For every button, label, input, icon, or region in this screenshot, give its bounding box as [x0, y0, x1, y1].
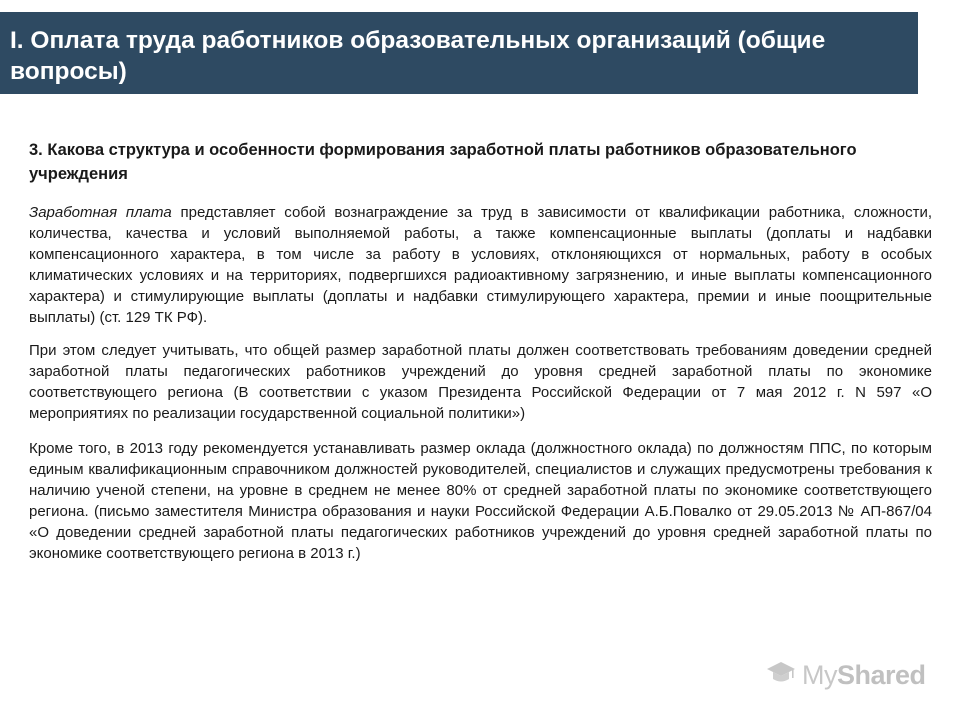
- mortarboard-icon: [766, 659, 796, 692]
- paragraph-requirements: При этом следует учитывать, что общей размер заработной платы должен соответствовать требованиям доведении средней заработной платы педагогических работников учреждений до уровня средней заработной платы по экономике соответствующего региона (В соответствии с указом Президента Российской Федерации от 7 мая 2012 г. N 597 «О мероприятиях по реализации государственной социальной политики»): [29, 342, 932, 422]
- defined-term: Заработная плата: [29, 204, 172, 221]
- slide-title-bar: [0, 12, 918, 94]
- watermark-text: MyShared: [802, 659, 926, 690]
- paragraph-definition: [29, 202, 932, 328]
- definition-text: представляет собой вознаграждение за труд в зависимости от квалификации работника, сложности, количества, качества и условий выполняемой работы, а также компенсационные выплаты (доплаты и надбавки компенсационного характера, в том числе за работу в условиях, отклоняющихся от нормальных, работу в особых климатических условиях и на территориях, подвергшихся радиоактивному загрязнению, и иные выплаты компенсационного характера) и стимулирующие выплаты (доплаты и надбавки стимулирующего характера, премии и иные поощрительные выплаты) (ст. 129 ТК РФ).: [29, 204, 932, 326]
- section-heading: 3. Какова структура и особенности формирования заработной платы работников образовательного учреждения: [29, 141, 857, 183]
- myshared-watermark: [766, 660, 926, 690]
- paragraph-recommendation: Кроме того, в 2013 году рекомендуется устанавливать размер оклада (должностного оклада) по должностям ППС, по которым единым квалификационным справочником должностей руководителей, специалистов и служащих предусмотрены требования к наличию ученой степени, на уровне в среднем не менее 80% от средней заработной платы по экономике соответствующего региона. (письмо заместителя Министра образования и науки Российской Федерации А.Б.Повалко от 29.05.2013 № АП-867/04 «О доведении средней заработной платы педагогических работников учреждений до уровня средней заработной платы по экономике соответствующего региона в 2013 г.): [29, 440, 932, 562]
- slide-title: I. Оплата труда работников образовательных организаций (общие вопросы): [10, 27, 826, 85]
- slide-content: [29, 138, 932, 574]
